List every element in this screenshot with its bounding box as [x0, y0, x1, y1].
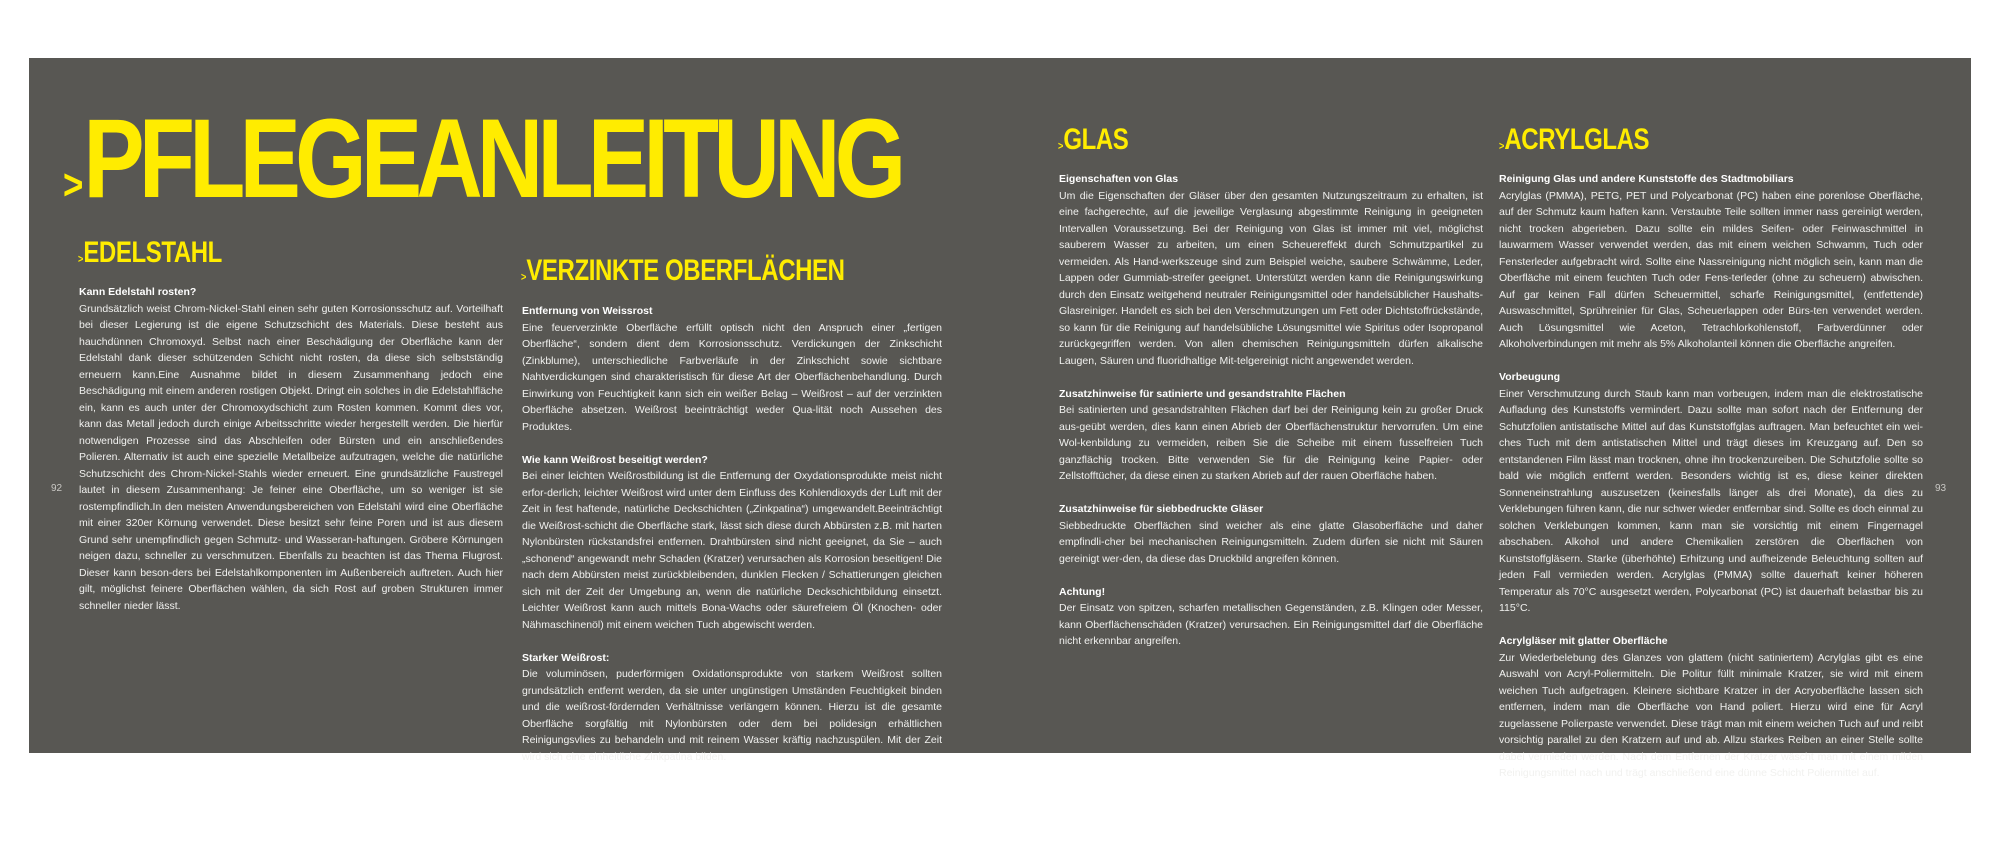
block-text: Acrylglas (PMMA), PETG, PET und Polycarbonat (PC) haben eine porenlose Oberfläche, auf der Schmutz kaum haften kann. Verstaubte Teile sollten immer nass gereinigt werden, nicht trocken abgerieben. Dazu sollte ein mildes Seifen- oder Feinwaschmittel in lauwarmem Wasser verwendet werden, das mit einem weichen Schwamm, Tuch oder Fensterleder aufgebracht wird. Sollte eine Nassreinigung nicht möglich sein, kann man die Oberfläche mit einem feuchten Tuch oder Fens-terleder (ohne zu scheuern) abwischen. Auf gar keinen Fall dürfen Scheuermittel, scharfe Reinigungsmittel, (entfettende) Auswaschmittel, Sprühreinier für Glas, Scheuerlappen oder Bürs-ten verwendet werden. Auch Lösungsmittel wie Aceton, Tetrachlorkohlenstoff, Farbverdünner oder Alkoholverbindungen mit mehr als 5% Alkoholanteil können die Oberfläche angreifen. [1499, 189, 1923, 350]
column-glas [1059, 171, 1483, 666]
block-text: Zur Wiederbelebung des Glanzes von glattem (nicht satiniertem) Acrylglas gibt es eine Auswahl von Acryl-Poliermitteln. Die Politur füllt minimale Kratzer, sie wird mit einem weichen Tuch aufgetragen. Kleinere sichtbare Kratzer in der Acryoberfläche lassen sich entfernen, indem man die Oberfläche von Hand poliert. Hierzu wird eine für Acryl zugelassene Polierpaste verwendet. Diese trägt man mit einem weichen Tuch auf und reibt vorsichtig parallel zu den Kratzern auf und ab. Allzu starkes Reiben an einer Stelle sollte dabei vermieden werden. Nach dem Entfernen der Kratzer wäscht man mit einem milden Reinigungsmittel nach und trägt anschließend eine dünne Schicht Poliermittel auf. [1499, 651, 1923, 779]
block-title: Entfernung von Weissrost [522, 305, 653, 317]
column-edelstahl [79, 284, 503, 631]
heading-glas [1058, 123, 1128, 164]
block-text: Grundsätzlich weist Chrom-Nickel-Stahl einen sehr guten Korrosionsschutz auf. Vorteilhaft bei dieser Legierung ist die eigene Schutzschicht des Materials. Diese besteht aus hauchdünnen Chromoxyd. Selbst nach einer Beschädigung der Oberfläche kann der Edelstahl dank dieser schützenden Schicht nicht rosten, da diese sich selbstständig erneuern kann.Eine Ausnahme bildet in diesem Zusammenhang jedoch eine Beschädigung mit einem anderen rostigen Objekt. Dringt ein solches in die Edelstahlfläche ein, kann es auch unter der Chromoxydschicht zum Rosten kommen. Kommt dies vor, kann das Metall jedoch durch einige Arbeitsschritte wieder hergestellt werden. Die hierfür notwendigen Prozesse sind das Abschleifen oder Bürsten und ein anschließendes Polieren. Alternativ ist auch eine spezielle Metallbeize aufzutragen, welche die natürliche Schutzschicht des Chrom-Nickel-Stahls wieder erneuert. Eine grundsätzliche Faustregel lautet in diesem Zusammenhang: Je feiner eine Oberfläche, um so weniger ist sie rostempfindlich.In den meisten Anwendungsbereichen von Edelstahl wird eine Oberfläche mit einer 320er Körnung verwendet. Diese besitzt sehr feine Poren und ist aus diesem Grund sehr unempfindlich gegen Schmutz- und Wasseran-haftungen. Gröbere Körnungen neigen dazu, schneller zu verschmutzen. Ebenfalls zu beachten ist das Thema Flugrost. Dieser kann beson-ders bei Edelstahlkomponenten im Außenbereich auftreten. Auch hier gilt, möglichst feinere Oberflächen wählen, da sich Rost auf groben Strukturen immer schneller nieder lässt. [79, 302, 503, 612]
heading-arrow: > [1058, 140, 1064, 153]
block-title: Zusatzhinweise für satinierte und gesandstrahlte Flächen [1059, 387, 1346, 400]
block-text: Bei einer leichten Weißrostbildung ist die Entfernung der Oxydationsprodukte meist nicht erfor-derlich; leichter Weißrost wird unter dem Einfluss des Kohlendioxyds der Luft mit der Zeit in fest haftende, natürliche Deckschichten („Zinkpatina“) umgewandelt.Beeinträchtigt die Weißrost-schicht die Oberfläche stark, lässt sich diese durch Abbürsten z.B. mit harten Nylonbürsten rückstandsfrei entfernen. Drahtbürsten sind nicht geeignet, da Sie – auch „schonend“ angewandt mehr Schaden (Kratzer) verursachen als Korrosion beseitigen! Die nach dem Abbürsten meist zurückbleibenden, dunklen Flecken / Schattierungen gleichen sich mit der Zeit der Umgebung an, wenn die natürliche Deckschichtbildung einsetzt. Leichter Weißrost kann auch mittels Bona-Wachs oder säurefreiem Öl (Knochen- oder Nähmaschinenöl) mit einem weichen Tuch abgewischt werden. [522, 470, 942, 631]
heading-verzinkt [521, 254, 845, 295]
block-text: Bei satinierten und gesandstrahlten Flächen darf bei der Reinigung kein zu großer Druck aus-geübt werden, dies kann einen Abrieb der Oberflächenstruktur hervorrufen. Um eine Wol-kenbildung zu vermeiden, reiben Sie die Scheibe mit einem fusselfreien Tuch ganzflächig trocken. Bitte verwenden Sie für die Reinigung keine Papier- oder Zellstofftücher, da diese einen zu starken Abrieb auf der rauen Oberfläche haben. [1059, 404, 1483, 482]
block-text: Einer Verschmutzung durch Staub kann man vorbeugen, indem man die elektrostatische Aufladung des Kunststoffs vermindert. Dazu sollte man sofort nach der Entfernung der Schutzfolien antistatische Mittel auf das Kunststoffglas auftragen. Man befeuchtet ein wei-ches Tuch mit dem antistatischen Mittel und trägt dieses im Kreuzgang auf. Den so entstandenen Film lässt man trocknen, ohne ihn trockenzureiben. Die Schutzfolie sollte so bald wie möglich entfernt werden. Besonders wichtig ist es, diese keiner direkten Sonneneinstrahlung auszusetzen (keinesfalls länger als drei Monate), da dies zu Verklebungen führen kann, die nur schwer wieder entfernbar sind. Sollte es doch einmal zu solchen Verklebungen kommen, kann man sie vorsichtig mit einem Fingernagel abschaben. Alkohol und andere Chemikalien zerstören die Oberflächen von Kunststoffgläsern. Starke (überhöhte) Erhitzung und aufheizende Beleuchtung sollten auf jeden Fall vermieden werden. Acrylglas (PMMA) sollte dauerhaft keiner höheren Temperatur als 70°C ausgesetzt werden, Polycarbonat (PC) ist dauerhaft belastbar bis zu 115°C. [1499, 387, 1923, 614]
block-text: Eine feuerverzinkte Oberfläche erfüllt optisch nicht den Anspruch einer „fertigen Oberfläche“, sondern dient dem Korrosionsschutz. Verdickungen der Zinkschicht (Zinkblume), unterschiedliche Farbverläufe in der Zinkschicht sowie sichtbare Nahtverdickungen sind charakteristisch für diese Art der Oberflächenbehandlung. Durch Einwirkung von Feuchtigkeit kann sich ein weißer Belag – Weißrost – auf der verzinkten Oberfläche absetzen. Weißrost beeinträchtigt weder Qua-lität noch Aussehen des Produktes. [522, 321, 942, 433]
heading-text: GLAS [1063, 123, 1129, 156]
heading-arrow: > [1499, 140, 1505, 153]
block-text: Die voluminösen, puderförmigen Oxidationsprodukte von starkem Weißrost sollten grundsätzlich entfernt werden, da sie unter ungünstigen Umständen Feuchtigkeit binden und die weißrost-fördernden Verhältnisse verlängern können. Hierzu ist die gesamte Oberfläche sorgfältig mit Nylonbürsten oder dem bei polidesign erhältlichen Reinigungsvlies zu behandeln und mit reinem Wasser kräftig nachzuspülen. Mit der Zeit wird sich eine einheitliche Zinkpatina bilden. [522, 668, 942, 763]
block-title: Kann Edelstahl rosten? [79, 286, 197, 298]
column-acrylglas [1499, 171, 1923, 798]
heading-text: EDELSTAHL [83, 236, 222, 269]
block-title: Vorbeugung [1499, 371, 1561, 383]
heading-acrylglas [1499, 123, 1649, 164]
heading-arrow: > [521, 271, 527, 284]
block-title: Eigenschaften von Glas [1059, 173, 1179, 185]
block-title: Starker Weißrost: [522, 651, 610, 664]
heading-arrow: > [78, 253, 84, 266]
column-verzinkt [522, 303, 942, 782]
heading-text: ACRYLGLAS [1504, 123, 1650, 156]
block-title: Acrylgläser mit glatter Oberfläche [1499, 635, 1668, 647]
block-title: Reinigung Glas und andere Kunststoffe des Stadtmobiliars [1499, 173, 1794, 185]
heading-text: VERZINKTE OBERFLÄCHEN [526, 254, 845, 287]
title-text: PFLEGEANLEITUNG [83, 96, 901, 221]
brochure-spread [29, 58, 1971, 779]
block-text: Siebbedruckte Oberflächen sind weicher als eine glatte Glasoberfläche und daher empfindli-cher bei mechanischen Reinigungsmitteln. Zudem dürfen sie nicht mit Säuren gereinigt wer-den, da diese das Druckbild angreifen können. [1059, 519, 1483, 565]
page-number-right: 93 [1935, 483, 1947, 494]
block-title: Achtung! [1059, 585, 1106, 598]
heading-edelstahl [78, 236, 222, 277]
title-arrow: > [63, 161, 84, 210]
page-number-left: 92 [51, 483, 63, 494]
main-title [63, 96, 901, 241]
block-text: Der Einsatz von spitzen, scharfen metallischen Gegenständen, z.B. Klingen oder Messer, kann Oberflächenschäden (Kratzer) verursachen. Ein Reinigungsmittel darf die Oberfläche nicht erkennbar angreifen. [1059, 602, 1483, 647]
block-text: Um die Eigenschaften der Gläser über den gesamten Nutzungszeitraum zu erhalten, ist eine fachgerechte, auf die jeweilige Verglasung abgestimmte Reinigung in geeigneten Intervallen Voraussetzung. Bei der Reinigung von Glas ist immer mit viel, möglichst sauberem Wasser zu arbeiten, um einen Scheuereffekt durch Schmutzpartikel zu vermeiden. Als Hand-werkszeuge sind zum Beispiel weiche, saubere Schwämme, Leder, Lappen oder Gummiab-streifer geeignet. Unterstützt werden kann die Reinigungswirkung durch den Einsatz weitgehend neutraler Reinigungsmittel oder handelsüblicher Haushalts-Glasreiniger. Handelt es sich bei den Verschmutzungen um Fett oder Dichtstoffrückstände, so kann für die Reinigung auf handelsübliche Lösungsmittel wie Spiritus oder Isopropanol zurückgegriffen werden. Von allen chemischen Reinigungsmitteln dürfen alkalische Laugen, Säuren und fluoridhaltige Mit-telgereinigt nicht angewendet werden. [1059, 189, 1483, 367]
block-title: Zusatzhinweise für siebbedruckte Gläser [1059, 503, 1264, 515]
block-title: Wie kann Weißrost beseitigt werden? [522, 453, 708, 466]
